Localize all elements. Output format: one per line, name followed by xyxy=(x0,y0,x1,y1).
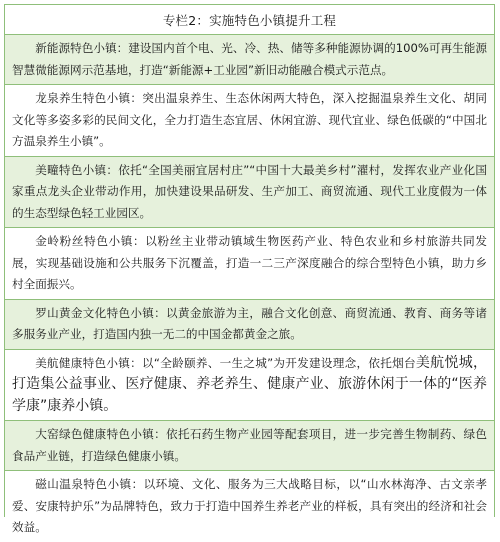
town-cishan: 磁山温泉特色小镇：以环境、文化、服务为三大战略目标，以“山水林海净、古文亲孝爱、安康特护乐”为品牌特色，致力于打造中国养生养老产业的样板，具有突出的经济和社会效益。 xyxy=(5,471,494,542)
feature-box xyxy=(4,4,495,534)
town-new-energy: 新能源特色小镇：建设国内首个电、光、冷、热、储等多种能源协调的100%可再生能源智慧微能源网示范基地，打造“新能源+工业园”新旧动能融合模式示范点。 xyxy=(5,35,494,85)
town-list xyxy=(5,35,494,542)
town-meihang-lead: 美航健康特色小镇：以“全龄颐养、一生之城”为开发建设理念，依托烟台 xyxy=(35,355,416,370)
town-luoshan: 罗山黄金文化特色小镇：以黄金旅游为主，融合文化创意、商贸流通、教育、商务等诸多服务业产业，打造国内独一无二的中国金都黄金之旅。 xyxy=(5,300,494,350)
town-dayao: 大窑绿色健康特色小镇：依托石药生物产业园等配套项目，进一步完善生物制药、绿色食品产业链，打造绿色健康小镇。 xyxy=(5,421,494,471)
town-jinling: 金岭粉丝特色小镇：以粉丝主业带动镇域生物医药产业、特色农业和乡村旅游共同发展，实现基础设施和公共服务下沉覆盖，打造一二三产深度融合的综合型特色小镇，助力乡村全面振兴。 xyxy=(5,228,494,300)
town-meihang xyxy=(5,350,494,422)
town-longquan: 龙泉养生特色小镇：突出温泉养生、生态休闲两大特色，深入挖掘温泉养生文化、胡同文化等多姿多彩的民间文化，全力打造生态宜居、休闲宜游、现代宜业、绿色低碳的“中国北方温泉养生小镇”。 xyxy=(5,85,494,157)
town-meihang-large: 美航悦城，打造集公益事业、医疗健康、养老养生、健康产业、旅游休闲于一体的“医养学康”康养小镇。 xyxy=(12,354,488,414)
box-title: 专栏2：实施特色小镇提升工程 xyxy=(5,5,494,35)
town-meituan: 美疃特色小镇：依托“全国美丽宜居村庄”“中国十大最美乡村”濯村，发挥农业产业化国家重点龙头企业带动作用，加快建设果品研发、生产加工、商贸流通、现代工业度假为一体的生态型绿色轻工业园区。 xyxy=(5,157,494,229)
